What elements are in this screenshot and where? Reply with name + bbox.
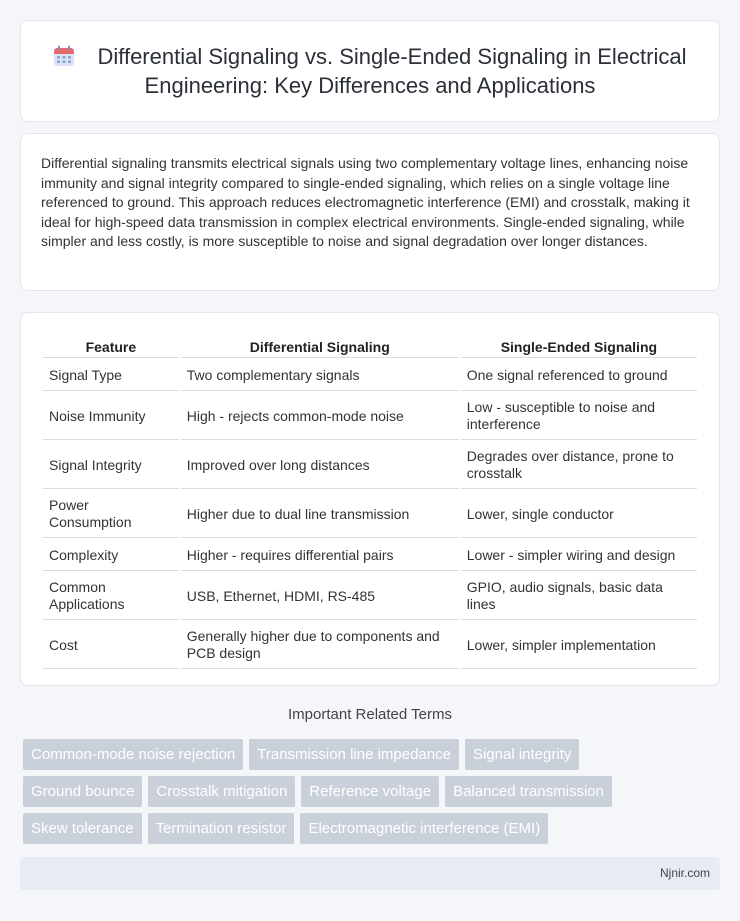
term-tag[interactable]: Termination resistor xyxy=(148,813,295,844)
table-cell: One signal referenced to ground xyxy=(461,360,697,391)
table-cell: Signal Type xyxy=(43,360,179,391)
column-header-feature: Feature xyxy=(43,333,179,358)
table-cell: Low - susceptible to noise and interference xyxy=(461,393,697,440)
table-row xyxy=(43,491,697,538)
footer-site-link[interactable]: Njnir.com xyxy=(659,866,710,880)
column-header-single-ended: Single-Ended Signaling xyxy=(461,333,697,358)
term-tag[interactable]: Crosstalk mitigation xyxy=(148,776,295,807)
table-cell: Lower, simpler implementation xyxy=(461,622,697,669)
table-cell: Higher due to dual line transmission xyxy=(181,491,459,538)
table-cell: Two complementary signals xyxy=(181,360,459,391)
table-cell: Lower - simpler wiring and design xyxy=(461,540,697,571)
table-row xyxy=(43,573,697,620)
table-cell: Common Applications xyxy=(43,573,179,620)
table-row xyxy=(43,393,697,440)
page-title xyxy=(21,42,719,100)
related-terms-heading: Important Related Terms xyxy=(288,706,452,723)
table-cell: Improved over long distances xyxy=(181,442,459,489)
comparison-card xyxy=(20,312,720,686)
table-cell: Generally higher due to components and PCB design xyxy=(181,622,459,669)
table-cell: Degrades over distance, prone to crosstalk xyxy=(461,442,697,489)
term-tag[interactable]: Ground bounce xyxy=(23,776,142,807)
table-header-row xyxy=(43,333,697,358)
column-header-differential: Differential Signaling xyxy=(181,333,459,358)
related-terms-row xyxy=(23,739,723,770)
table-row xyxy=(43,540,697,571)
table-cell: GPIO, audio signals, basic data lines xyxy=(461,573,697,620)
table-row xyxy=(43,442,697,489)
term-tag[interactable]: Electromagnetic interference (EMI) xyxy=(300,813,548,844)
intro-card xyxy=(20,133,720,291)
table-cell: Noise Immunity xyxy=(43,393,179,440)
calendar-icon xyxy=(53,45,75,67)
table-cell: High - rejects common-mode noise xyxy=(181,393,459,440)
term-tag[interactable]: Common-mode noise rejection xyxy=(23,739,243,770)
page-title-text: Differential Signaling vs. Single-Ended Signaling in Electrical Engineering: Key Differences and Applications xyxy=(97,44,687,98)
footer xyxy=(20,857,720,890)
term-tag[interactable]: Transmission line impedance xyxy=(249,739,459,770)
table-row xyxy=(43,622,697,669)
title-card xyxy=(20,20,720,122)
term-tag[interactable]: Signal integrity xyxy=(465,739,579,770)
table-cell: Signal Integrity xyxy=(43,442,179,489)
comparison-table xyxy=(41,331,699,671)
table-cell: Lower, single conductor xyxy=(461,491,697,538)
table-cell: Higher - requires differential pairs xyxy=(181,540,459,571)
term-tag[interactable]: Skew tolerance xyxy=(23,813,142,844)
related-terms-row xyxy=(23,813,723,844)
table-cell: Cost xyxy=(43,622,179,669)
table-cell: USB, Ethernet, HDMI, RS-485 xyxy=(181,573,459,620)
intro-paragraph: Differential signaling transmits electrical signals using two complementary voltage lines, enhancing noise immunity and signal integrity compared to single-ended signaling, which relies on a single voltage line referenced to ground. This approach reduces electromagnetic interference (EMI) and crosstalk, making it ideal for high-speed data transmission in complex electrical environments. Single-ended signaling, while simpler and less costly, is more susceptible to noise and signal degradation over longer distances. xyxy=(41,155,690,250)
term-tag[interactable]: Balanced transmission xyxy=(445,776,612,807)
table-cell: Power Consumption xyxy=(43,491,179,538)
related-terms-row xyxy=(23,776,723,807)
table-cell: Complexity xyxy=(43,540,179,571)
table-row xyxy=(43,360,697,391)
term-tag[interactable]: Reference voltage xyxy=(301,776,439,807)
